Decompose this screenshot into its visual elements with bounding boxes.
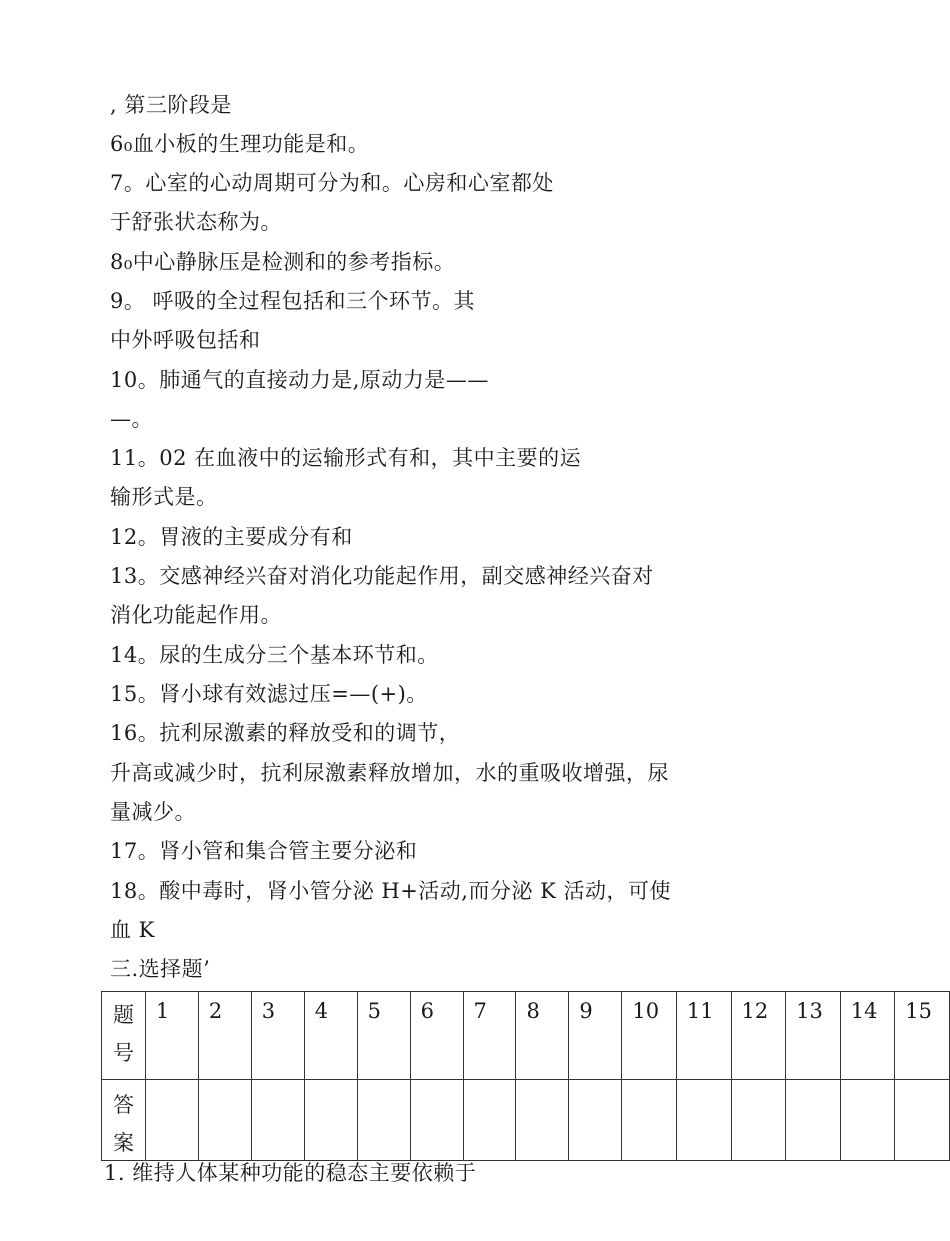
text-line: 16。抗利尿激素的释放受和的调节， — [110, 721, 461, 745]
text-line: 于舒张状态称为。 — [110, 210, 282, 234]
answer-cell[interactable] — [304, 1080, 357, 1161]
answer-cell[interactable] — [357, 1080, 410, 1161]
question-number-cell: 3 — [251, 992, 304, 1080]
text-line: 输形式是。 — [110, 485, 218, 509]
question-number-cell: 11 — [676, 992, 731, 1080]
question-number-cell: 4 — [304, 992, 357, 1080]
answer-cell[interactable] — [198, 1080, 251, 1161]
question-1: 1. 维持人体某种功能的稳态主要依赖于 — [104, 1161, 477, 1185]
question-number-cell: 8 — [516, 992, 569, 1080]
answer-cell[interactable] — [145, 1080, 198, 1161]
answer-cell[interactable] — [676, 1080, 731, 1161]
question-number-row — [102, 992, 950, 1080]
question-number-cell: 6 — [410, 992, 463, 1080]
text-line: 8₀中心静脉压是检测和的参考指标。 — [110, 250, 456, 274]
answer-cell[interactable] — [786, 1080, 841, 1161]
question-number-cell: 13 — [786, 992, 841, 1080]
text-line: 血 K — [110, 918, 155, 942]
text-line: 15。肾小球有效滤过压=—(+)。 — [110, 682, 428, 706]
row-header-question-number: 题 号 — [102, 992, 146, 1080]
answer-cell[interactable] — [895, 1080, 950, 1161]
question-number-cell: 15 — [895, 992, 950, 1080]
question-number-cell: 5 — [357, 992, 410, 1080]
text-line: 中外呼吸包括和 — [110, 328, 261, 352]
row-header-answer: 答 案 — [102, 1080, 146, 1161]
text-line: 17。肾小管和集合管主要分泌和 — [110, 839, 418, 863]
text-line: 7。心室的心动周期可分为和。心房和心室都处 — [110, 171, 554, 195]
text-line: 12。胃液的主要成分有和 — [110, 525, 353, 549]
question-number-cell: 12 — [731, 992, 786, 1080]
question-number-cell: 7 — [463, 992, 516, 1080]
question-number-cell: 10 — [622, 992, 677, 1080]
answer-row — [102, 1080, 950, 1161]
text-line: 18。酸中毒时，肾小管分泌 H+活动,而分泌 K 活动，可使 — [110, 879, 672, 903]
question-number-cell: 1 — [145, 992, 198, 1080]
text-line: 9。 呼吸的全过程包括和三个环节。其 — [110, 289, 476, 313]
question-number-cell: 2 — [198, 992, 251, 1080]
answer-cell[interactable] — [463, 1080, 516, 1161]
question-number-cell: 9 — [569, 992, 622, 1080]
text-line: 6₀血小板的生理功能是和。 — [110, 132, 370, 156]
question-number-cell: 14 — [840, 992, 895, 1080]
text-line: —。 — [110, 407, 153, 431]
text-line: 10。肺通气的直接动力是,原动力是—— — [110, 368, 489, 392]
answer-cell[interactable] — [840, 1080, 895, 1161]
text-line: 量减少。 — [110, 800, 196, 824]
text-line: 消化功能起作用。 — [110, 603, 282, 627]
text-line: 14。尿的生成分三个基本环节和。 — [110, 643, 439, 667]
answer-cell[interactable] — [622, 1080, 677, 1161]
text-line: 升高或减少时，抗利尿激素释放增加，水的重吸收增强，尿 — [110, 761, 669, 785]
answer-cell[interactable] — [731, 1080, 786, 1161]
answer-cell[interactable] — [251, 1080, 304, 1161]
text-line: 11。02 在血液中的运输形式有和，其中主要的运 — [110, 446, 582, 470]
text-line: , 第三阶段是 — [110, 93, 232, 117]
section-title: 三.选择题’ — [110, 957, 211, 981]
answer-cell[interactable] — [410, 1080, 463, 1161]
text-line: 13。交感神经兴奋对消化功能起作用，副交感神经兴奋对 — [110, 564, 654, 588]
answer-table — [101, 991, 950, 1161]
answer-cell[interactable] — [569, 1080, 622, 1161]
answer-cell[interactable] — [516, 1080, 569, 1161]
